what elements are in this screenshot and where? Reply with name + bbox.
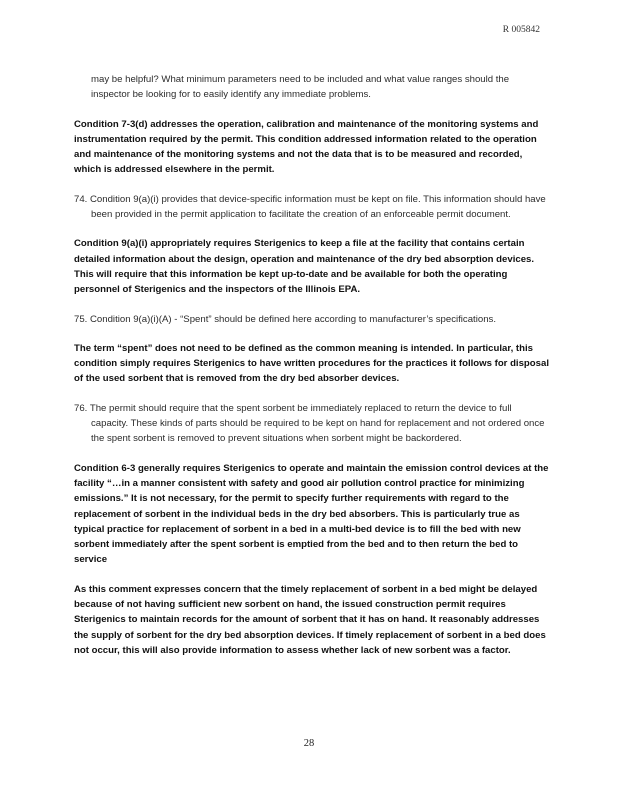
document-body <box>74 72 550 658</box>
response-paragraph: As this comment expresses concern that the timely replacement of sorbent in a bed might be delayed because of not having sufficient new sorbent on hand, the issued construction permit requires Sterigenics to maintain records for the amount of sorbent that it has on hand. It reasonably addresses the supply of sorbent for the dry bed absorption devices. If timely replacement of sorbent in a bed does not occur, this will also provide information to assess whether lack of new sorbent was a factor. <box>74 583 546 656</box>
comment-76: 76. The permit should require that the spent sorbent be immediately replaced to return the device to full capacity. These kinds of parts should be required to be kept on hand for replacement and not ordered once the spent sorbent is removed to prevent situations when sorbent might be backordered. <box>74 402 545 445</box>
response-paragraph: Condition 6-3 generally requires Sterigenics to operate and maintain the emission control devices at the facility “…in a manner consistent with safety and good air pollution control practice for minimizing emissions.” It is not necessary, for the permit to specify further requirements with regard to the replacement of sorbent in the individual beds in the dry bed absorbers. This is particularly true as typical practice for replacement of sorbent in a bed in a multi-bed device is to fill the bed with new sorbent immediately after the spent sorbent is emptied from the bed and to then return the bed to service <box>74 462 549 566</box>
page-number: 28 <box>303 738 315 749</box>
comment-74: 74. Condition 9(a)(i) provides that device-specific information must be kept on file. This information should have been provided in the permit application to facilitate the creation of an enforceable permit document. <box>74 193 546 221</box>
response-paragraph: The term “spent” does not need to be defined as the common meaning is intended. In particular, this condition simply requires Sterigenics to have written procedures for the practices it follows for disposal of the used sorbent that is removed from the dry bed absorber devices. <box>74 342 549 385</box>
response-paragraph: Condition 7-3(d) addresses the operation, calibration and maintenance of the monitoring systems and instrumentation required by the permit. This condition addressed information related to the operation and maintenance of the monitoring systems and not the data that is to be measured and recorded, which is addressed elsewhere in the permit. <box>74 118 539 176</box>
comment-75: 75. Condition 9(a)(i)(A) - “Spent” should be defined here according to manufacturer’s specifications. <box>74 313 496 325</box>
comment-continuation: may be helpful? What minimum parameters need to be included and what value ranges should the inspector be looking for to easily identify any immediate problems. <box>91 74 510 101</box>
bates-number: R 005842 <box>502 25 540 35</box>
response-paragraph: Condition 9(a)(i) appropriately requires Sterigenics to keep a file at the facility that contains certain detailed information about the design, operation and maintenance of the dry bed absorption devices. This will require that this information be kept up-to-date and be available for both the operating personnel of Sterigenics and the inspectors of the Illinois EPA. <box>74 238 535 296</box>
